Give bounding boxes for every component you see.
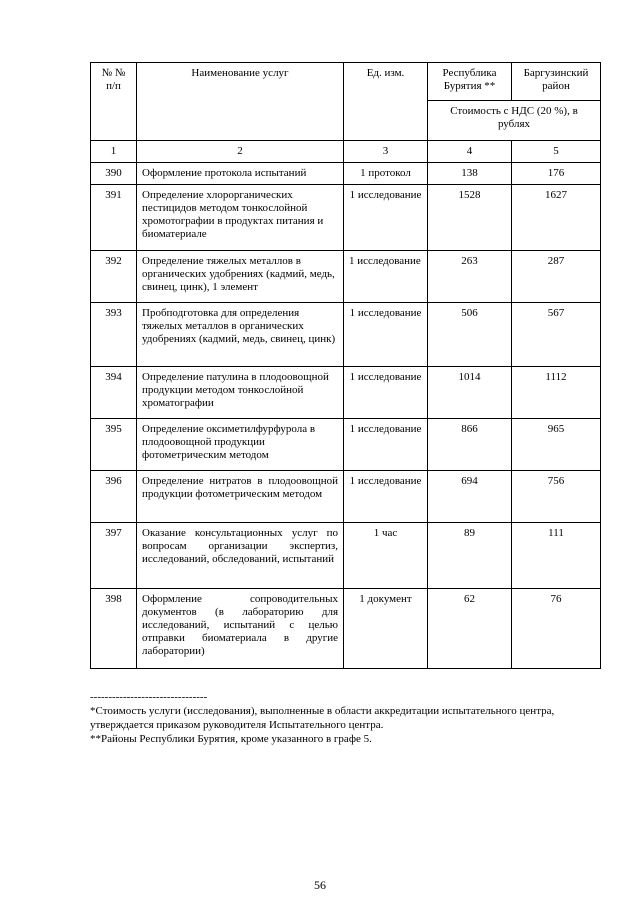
price-buryatia: 1014	[428, 367, 512, 419]
service-name: Оформление протокола испытаний	[137, 163, 344, 185]
unit-of-measure: 1 исследование	[344, 471, 428, 523]
header-cost-note: Стоимость с НДС (20 %), в рублях	[428, 101, 601, 141]
table-row	[91, 367, 601, 419]
service-name: Определение нитратов в плодоовощной продукции фотометрическим методом	[137, 471, 344, 523]
table-row	[91, 523, 601, 589]
table-row	[91, 251, 601, 303]
row-number: 390	[91, 163, 137, 185]
table-row	[91, 589, 601, 669]
table-row	[91, 163, 601, 185]
price-barguzin: 756	[512, 471, 601, 523]
unit-of-measure: 1 исследование	[344, 185, 428, 251]
price-table	[90, 62, 601, 669]
index-cell: 4	[428, 141, 512, 163]
row-number: 395	[91, 419, 137, 471]
service-name: Оказание консультационных услуг по вопросам организации экспертиз, исследований, обследований, испытаний	[137, 523, 344, 589]
row-number: 398	[91, 589, 137, 669]
price-barguzin: 965	[512, 419, 601, 471]
index-cell: 3	[344, 141, 428, 163]
unit-of-measure: 1 исследование	[344, 303, 428, 367]
price-barguzin: 1112	[512, 367, 601, 419]
service-name: Оформление сопроводительных документов (в лабораторию для исследований, испытаний с целью отправки биоматериала в другие лаборатории)	[137, 589, 344, 669]
row-number: 396	[91, 471, 137, 523]
price-barguzin: 76	[512, 589, 601, 669]
unit-of-measure: 1 исследование	[344, 367, 428, 419]
page-number: 56	[314, 878, 326, 892]
service-name: Определение хлорорганических пестицидов методом тонкослойной хромотографии в продуктах питания и биоматериале	[137, 185, 344, 251]
row-number: 392	[91, 251, 137, 303]
footnote-districts: **Районы Республики Бурятия, кроме указанного в графе 5.	[90, 733, 372, 745]
price-buryatia: 62	[428, 589, 512, 669]
service-name: Определение тяжелых металлов в органических удобрениях (кадмий, медь, свинец, цинк), 1 элемент	[137, 251, 344, 303]
price-buryatia: 89	[428, 523, 512, 589]
price-barguzin: 287	[512, 251, 601, 303]
service-name: Пробподготовка для определения тяжелых металлов в органических удобрениях (кадмий, медь, свинец, цинк)	[137, 303, 344, 367]
table-header	[91, 63, 601, 163]
unit-of-measure: 1 исследование	[344, 419, 428, 471]
price-barguzin: 567	[512, 303, 601, 367]
unit-of-measure: 1 протокол	[344, 163, 428, 185]
price-buryatia: 506	[428, 303, 512, 367]
header-num: № № п/п	[91, 63, 137, 141]
header-name: Наименование услуг	[137, 63, 344, 141]
header-region-buryatia: Республика Бурятия **	[428, 63, 512, 101]
row-number: 397	[91, 523, 137, 589]
table-row	[91, 185, 601, 251]
header-region-barguzin: Баргузинский район	[512, 63, 601, 101]
row-number: 391	[91, 185, 137, 251]
price-barguzin: 111	[512, 523, 601, 589]
price-barguzin: 176	[512, 163, 601, 185]
unit-of-measure: 1 документ	[344, 589, 428, 669]
price-buryatia: 263	[428, 251, 512, 303]
price-buryatia: 138	[428, 163, 512, 185]
table-row	[91, 419, 601, 471]
table-body	[91, 163, 601, 669]
row-number: 393	[91, 303, 137, 367]
index-cell: 2	[137, 141, 344, 163]
footnote-accreditation: *Стоимость услуги (исследования), выполненные в области аккредитации испытательного центра, утверждается приказом руководителя Испытательного центра.	[90, 705, 555, 731]
table-row	[91, 471, 601, 523]
price-buryatia: 866	[428, 419, 512, 471]
row-number: 394	[91, 367, 137, 419]
footnote-rule: --------------------------------	[90, 691, 208, 703]
table-row	[91, 303, 601, 367]
unit-of-measure: 1 час	[344, 523, 428, 589]
price-buryatia: 694	[428, 471, 512, 523]
index-cell: 1	[91, 141, 137, 163]
service-name: Определение патулина в плодоовощной продукции методом тонкослойной хроматографии	[137, 367, 344, 419]
index-cell: 5	[512, 141, 601, 163]
price-buryatia: 1528	[428, 185, 512, 251]
price-barguzin: 1627	[512, 185, 601, 251]
unit-of-measure: 1 исследование	[344, 251, 428, 303]
header-unit: Ед. изм.	[344, 63, 428, 141]
footnotes	[90, 690, 605, 746]
service-name: Определение оксиметилфурфурола в плодоовощной продукции фотометрическим методом	[137, 419, 344, 471]
